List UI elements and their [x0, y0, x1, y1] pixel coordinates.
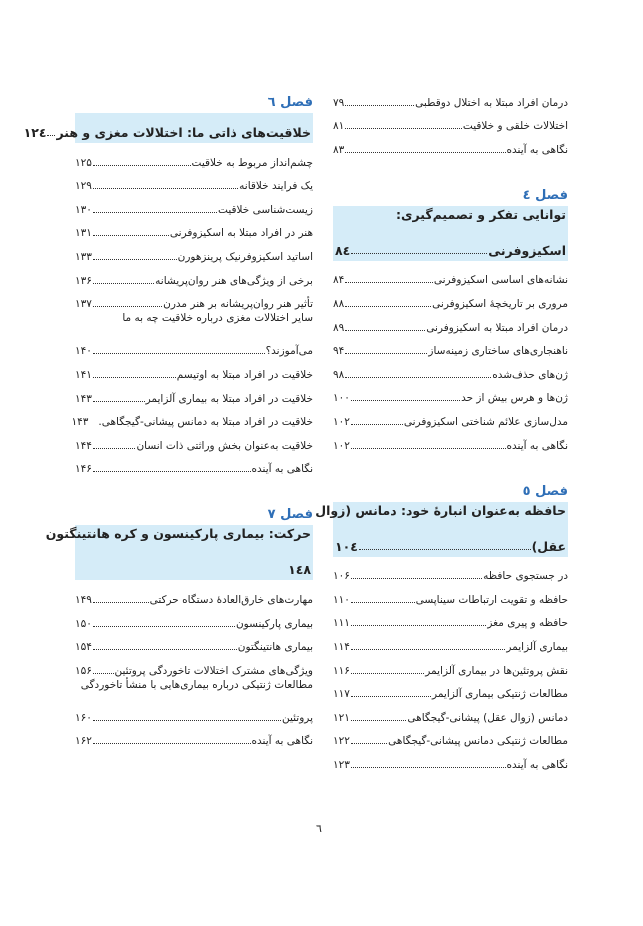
entry-title: خلاقیت‌های ذاتی ما: اختلالات مغزی و هنر	[56, 125, 311, 140]
entry-title: خلاقیت در افراد مبتلا به اوتیسم	[176, 368, 313, 381]
page-number-ref: ۱۰۰	[333, 392, 350, 405]
toc-entry[interactable]	[75, 217, 313, 241]
page-number-ref: ۱۱۰	[333, 593, 350, 606]
entry-title: اساتید اسکیزوفرنیک پرینزهورن	[177, 250, 313, 263]
entry-title: عقل)	[531, 538, 566, 554]
toc-entry[interactable]	[75, 288, 313, 312]
entry-title: ویژگی‌های مشترک اختلالات تاخوردگی پروتئین	[114, 664, 313, 677]
toc-entry[interactable]	[333, 748, 568, 772]
entry-title-line: توانایی تفکر و تصمیم‌گیری:	[395, 206, 566, 222]
toc-entry[interactable]	[75, 607, 313, 631]
page-number-ref: ۱۴۴	[75, 439, 92, 452]
entry-title: ژن‌های حذف‌شده	[492, 368, 568, 381]
chapter-title-page	[77, 552, 311, 577]
page-number-ref: ۸۹	[333, 321, 345, 334]
toc-column-right	[315, 86, 568, 772]
toc-entry[interactable]	[333, 358, 568, 382]
chapter-title[interactable]	[23, 115, 311, 140]
page-number-ref: ۱۲۵	[75, 156, 92, 169]
toc-entry[interactable]	[333, 86, 568, 110]
toc-entry[interactable]	[71, 406, 313, 430]
chapter-title-box	[333, 206, 568, 261]
dot-leader	[93, 401, 145, 402]
toc-entry[interactable]	[333, 701, 568, 725]
entry-title: نگاهی به آینده	[506, 439, 568, 452]
entry-title: بیماری آلزایمر	[506, 640, 568, 653]
page-number-ref: ۷۹	[333, 96, 345, 109]
spacer	[333, 157, 568, 179]
page-number-ref: ۱۱۶	[333, 664, 350, 677]
dot-leader	[345, 282, 433, 283]
entry-title: پروتئین	[281, 711, 313, 724]
entry-title: خلاقیت در افراد مبتلا به دمانس پیشانی-گیجگاهی.	[98, 416, 313, 429]
page-number-ref: ۱۲۱	[333, 711, 350, 724]
dot-leader	[345, 128, 462, 129]
toc-entry[interactable]	[75, 725, 313, 749]
chapter-title-box	[23, 113, 313, 143]
toc-entry[interactable]	[333, 583, 568, 607]
dot-leader	[351, 400, 460, 401]
dot-leader	[93, 602, 149, 603]
toc-entry[interactable]	[75, 264, 313, 288]
toc-entry[interactable]	[333, 311, 568, 335]
entry-title: زیست‌شناسی خلاقیت	[218, 203, 313, 216]
page-number-ref: ۱۱۱	[333, 617, 350, 630]
entry-title: نگاهی به آینده	[506, 758, 568, 771]
page-number-ref: ۱۲۳	[333, 758, 350, 771]
entry-title: اختلالات خلقی و خلاقیت	[462, 120, 568, 133]
page-number-ref: ۹۸	[333, 368, 345, 381]
page-number-ref: ۱۱۴	[333, 640, 350, 653]
entry-title: تأثیر هنر روان‌پریشانه بر هنر مدرن	[163, 298, 313, 311]
toc-entry[interactable]	[333, 560, 568, 584]
page-number-ref: ۱۳۶	[75, 274, 92, 287]
entry-title: ژن‌ها و هرس بیش از حد	[461, 392, 568, 405]
page-number-ref: ۱۵۴	[75, 641, 92, 654]
chapter-label: فصل ٥	[522, 483, 568, 499]
page-number-ref: ۱۰۲	[333, 439, 350, 452]
page-number: ٦	[316, 822, 322, 835]
entry-title: درمان افراد مبتلا به اختلال دوقطبی	[415, 96, 568, 109]
entry-title-line: حرکت: بیماری پارکینسون و کره هانتینگتون	[45, 526, 311, 542]
entry-title: برخی از ویژگی‌های هنر روان‌پریشانه	[155, 274, 313, 287]
page-number-ref: ۹۴	[333, 345, 345, 358]
page-number-ref: ۱۲۹	[75, 180, 92, 193]
toc-entry[interactable]	[333, 607, 568, 631]
dot-leader	[351, 253, 487, 254]
entry-title: هنر در افراد مبتلا به اسکیزوفرنی	[169, 227, 313, 240]
dot-leader	[47, 135, 55, 136]
page-number-ref: ۱۳۰	[75, 203, 92, 216]
entry-title: مطالعات ژنتیکی دمانس پیشانی-گیجگاهی	[388, 735, 568, 748]
toc-column-left	[23, 86, 313, 748]
page-number-ref: ۸٤	[335, 242, 351, 258]
spacer	[75, 476, 313, 498]
toc-entry[interactable]	[333, 678, 568, 702]
dot-leader	[351, 673, 424, 674]
entry-title: نقش پروتئین‌ها در بیماری آلزایمر	[425, 664, 568, 677]
toc-entry[interactable]	[333, 429, 568, 453]
dot-leader	[351, 767, 506, 768]
entry-title: یک فرایند خلاقانه	[239, 180, 313, 193]
entry-title: حافظه و تقویت ارتباطات سیناپسی	[415, 593, 568, 606]
entry-title: مدل‌سازی علائم شناختی اسکیزوفرنی	[403, 415, 568, 428]
page-number-ref: ۱۰۶	[333, 570, 350, 583]
dot-leader	[93, 306, 162, 307]
toc-entry[interactable]	[75, 631, 313, 655]
entry-title: دمانس (زوال عقل) پیشانی-گیجگاهی	[407, 711, 568, 724]
toc-entry[interactable]	[75, 701, 313, 725]
page-number-ref: ۸۳	[333, 143, 345, 156]
dot-leader	[351, 696, 431, 697]
dot-leader	[93, 353, 265, 354]
page-number-ref: ۱۲٤	[23, 125, 47, 140]
entry-title: درمان افراد مبتلا به اسکیزوفرنی	[426, 321, 568, 334]
dot-leader	[93, 283, 154, 284]
dot-leader	[345, 105, 414, 106]
entry-title-line: مطالعات ژنتیکی درباره بیماری‌هایی با منشأ تاخوردگی	[80, 678, 313, 691]
dot-leader	[351, 424, 403, 425]
page-number-ref: ۱۶۰	[75, 711, 92, 724]
dot-leader	[93, 720, 281, 721]
entry-title: بیماری هانتینگتون	[237, 641, 313, 654]
dot-leader	[93, 377, 176, 378]
toc-entry[interactable]	[333, 133, 568, 157]
toc-entry[interactable]	[333, 405, 568, 429]
dot-leader	[93, 471, 251, 472]
dot-leader	[359, 549, 531, 550]
entry-title: ناهنجاری‌های ساختاری زمینه‌ساز	[428, 345, 568, 358]
toc-entry[interactable]	[333, 654, 568, 678]
toc-entry[interactable]	[333, 382, 568, 406]
entry-title: نگاهی به آینده	[506, 143, 568, 156]
chapter-title[interactable]	[335, 233, 566, 258]
entry-title: اسکیزوفرنی	[488, 242, 566, 258]
entry-title: مهارت‌های خارق‌العادهٔ دستگاه حرکتی	[149, 593, 313, 606]
dot-leader	[351, 602, 415, 603]
page-number-ref: ۱۴۱	[75, 368, 92, 381]
toc-entry[interactable]	[75, 146, 313, 170]
toc-entry[interactable]	[75, 170, 313, 194]
entry-title: مروری بر تاریخچهٔ اسکیزوفرنی	[432, 297, 568, 310]
toc-entry[interactable]	[333, 110, 568, 134]
dot-leader	[345, 353, 427, 354]
chapter-label: فصل ٤	[522, 187, 568, 203]
entry-title: بیماری پارکینسون	[235, 617, 313, 630]
page-number-ref: ۸۱	[333, 120, 345, 133]
dot-leader	[345, 330, 425, 331]
toc-entry[interactable]	[75, 335, 313, 359]
toc-entry[interactable]	[333, 287, 568, 311]
entry-title: می‌آموزند؟	[265, 345, 313, 358]
entry-title: خلاقیت در افراد مبتلا به بیماری آلزایمر	[145, 392, 313, 405]
toc-entry[interactable]	[75, 583, 313, 607]
page-number-ref: ۱۴۳	[75, 392, 92, 405]
toc-entry[interactable]	[333, 630, 568, 654]
page-number-ref: ۱۰۲	[333, 415, 350, 428]
page-number-ref: ۱۳۱	[75, 227, 92, 240]
dot-leader	[93, 673, 114, 674]
dot-leader	[351, 743, 387, 744]
dot-leader	[351, 625, 486, 626]
page-number-ref: ۱٤۸	[288, 562, 311, 578]
toc-entry[interactable]	[75, 193, 313, 217]
toc-entry[interactable]	[75, 382, 313, 406]
entry-title: نشانه‌های اساسی اسکیزوفرنی	[433, 274, 568, 287]
dot-leader	[351, 578, 482, 579]
dot-leader	[93, 235, 169, 236]
toc-entry[interactable]	[333, 335, 568, 359]
page-number-ref: ۱۳۳	[75, 250, 92, 263]
dot-leader	[93, 448, 136, 449]
dot-leader	[345, 306, 431, 307]
toc-entry[interactable]	[75, 453, 313, 477]
dot-leader	[93, 626, 235, 627]
entry-title: نگاهی به آینده	[251, 735, 313, 748]
dot-leader	[345, 377, 491, 378]
page-number-ref: ۱۴۹	[75, 593, 92, 606]
entry-title: حافظه و پیری مغز	[487, 617, 568, 630]
page-number-ref: ۱۵۰	[75, 617, 92, 630]
toc-entry[interactable]	[75, 240, 313, 264]
toc-entry[interactable]	[75, 654, 313, 678]
entry-title-line: حافظه به‌عنوان انبارهٔ خود: دمانس (زوال	[315, 502, 566, 518]
entry-title-line: سایر اختلالات مغزی درباره خلاقیت چه به ما	[122, 312, 313, 325]
dot-leader	[351, 720, 406, 721]
toc-entry[interactable]	[333, 264, 568, 288]
page-number-ref: ۱۳۷	[75, 298, 92, 311]
page-number-ref: ۸۴	[333, 274, 345, 287]
dot-leader	[351, 448, 506, 449]
page-number-ref: ۱۰٤	[335, 538, 358, 554]
page-number-ref: ۱۶۲	[75, 735, 92, 748]
chapter-title-box	[45, 525, 313, 580]
entry-title: نگاهی به آینده	[251, 463, 313, 476]
chapter-title-box	[315, 502, 568, 557]
dot-leader	[93, 165, 191, 166]
dot-leader	[93, 259, 177, 260]
dot-leader	[93, 743, 251, 744]
entry-title: خلاقیت به‌عنوان بخش وراثتی ذات انسان	[136, 439, 313, 452]
page-number-ref: ۱۴۰	[75, 345, 92, 358]
toc-entry[interactable]	[75, 358, 313, 382]
entry-title: در جستجوی حافظه	[483, 570, 568, 583]
toc-entry[interactable]	[333, 725, 568, 749]
page-number-ref: ۱۴۳	[71, 416, 89, 429]
spacer	[333, 453, 568, 475]
chapter-label: فصل ۷	[267, 507, 313, 523]
page-number-ref: ۱۵۶	[75, 664, 92, 677]
dot-leader	[93, 212, 217, 213]
page-number-ref: ۱۱۷	[333, 688, 350, 701]
page-number-ref: ۸۸	[333, 297, 345, 310]
toc-entry[interactable]	[75, 429, 313, 453]
dot-leader	[93, 188, 238, 189]
page-number-ref: ۱۲۲	[333, 735, 350, 748]
dot-leader	[93, 649, 237, 650]
chapter-label: فصل ٦	[267, 95, 313, 110]
page-number-ref: ۱۴۶	[75, 463, 92, 476]
entry-title: مطالعات ژنتیکی بیماری آلزایمر	[432, 688, 568, 701]
chapter-title[interactable]	[335, 529, 566, 554]
dot-leader	[345, 152, 505, 153]
dot-leader	[351, 649, 505, 650]
entry-title: چشم‌انداز مربوط به خلاقیت	[191, 156, 313, 169]
